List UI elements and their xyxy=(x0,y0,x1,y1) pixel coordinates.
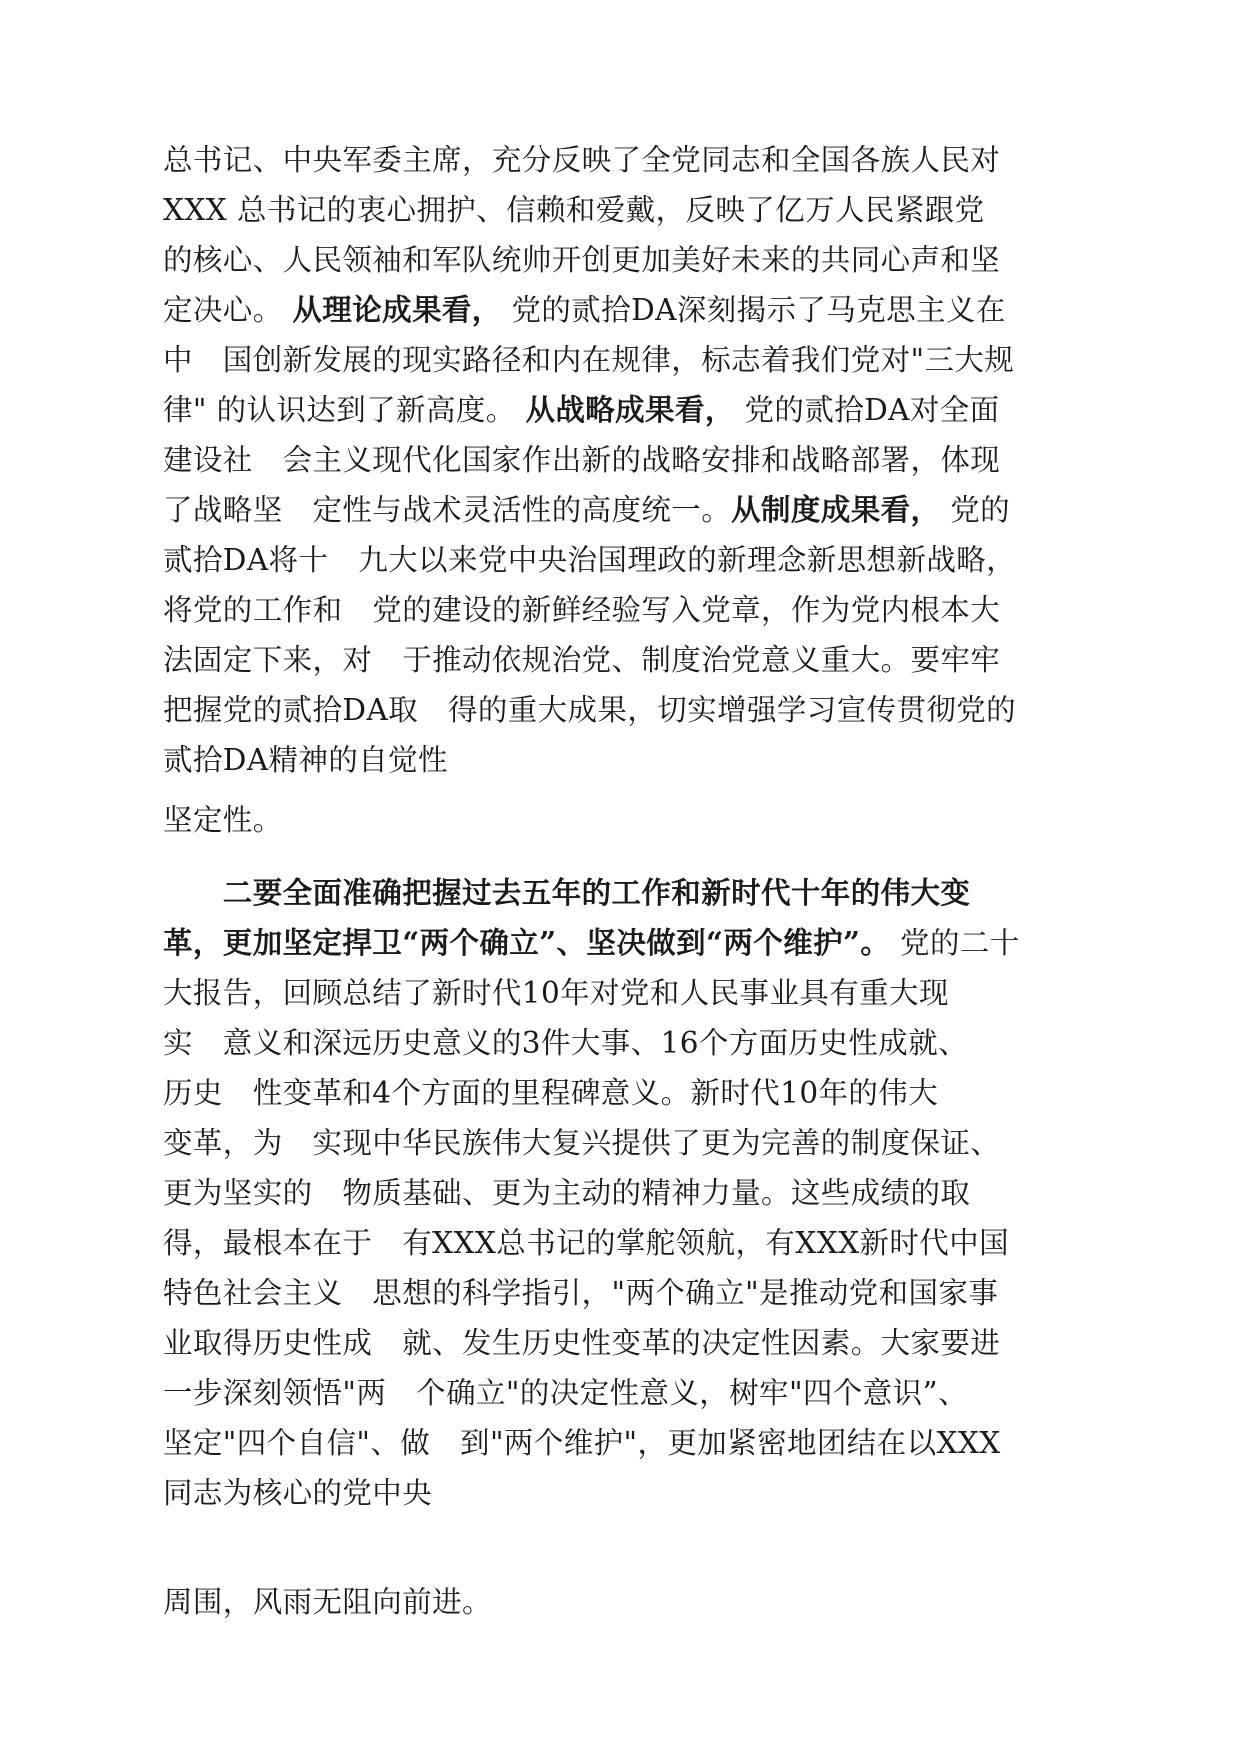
bold-heading: 从战略成果看， xyxy=(525,392,735,427)
paragraph-2 xyxy=(163,795,1083,845)
text-line: 业取得历史性成 就、发生历史性变革的决定性因素。大家要进 xyxy=(163,1326,1001,1360)
text-line: 贰拾DA将十 九大以来党中央治国理政的新理念新思想新战略， xyxy=(163,543,1017,577)
bold-heading: 革，更加坚定捍卫“两个确立”、坚决做到“两个维护”。 xyxy=(163,925,891,960)
text-line: 特色社会主义 思想的科学指引，"两个确立"是推动党和国家事 xyxy=(163,1276,999,1310)
text-line: 法固定下来，对 于推动依规治党、制度治党意义重大。要牢牢 xyxy=(163,643,1001,677)
text-line: 把握党的贰拾DA取 得的重大成果，切实增强学习宣传贯彻党的 xyxy=(163,693,1017,727)
text-line: 的核心、人民领袖和军队统帅开创更加美好未来的共同心声和坚 xyxy=(163,243,1001,277)
text-line: 坚定"四个自信"、做 到"两个维护"，更加紧密地团结在以XXX xyxy=(163,1426,1001,1460)
text-line: 同志为核心的党中央 xyxy=(163,1476,433,1510)
text-line: 将党的工作和 党的建设的新鲜经验写入党章，作为党内根本大 xyxy=(163,593,1001,627)
bold-heading: 二要全面准确把握过去五年的工作和新时代十年的伟大变 xyxy=(163,875,971,910)
text-line: 周围，风雨无阻向前进。 xyxy=(163,1585,492,1619)
text-line: 坚定性。 xyxy=(163,803,283,837)
text-line: 得，最根本在于 有XXX总书记的掌舵领航，有XXX新时代中国 xyxy=(163,1226,1010,1260)
text-line: 定决心。 从理论成果看， 党的贰拾DA深刻揭示了马克思主义在 xyxy=(163,292,1006,327)
text-line: XXX 总书记的衷心拥护、信赖和爱戴，反映了亿万人民紧跟党 xyxy=(163,193,985,227)
text-line: 中 国创新发展的现实路径和内在规律，标志着我们党对"三大规 xyxy=(163,343,1015,377)
text-line xyxy=(163,868,1083,918)
paragraph-4 xyxy=(163,1577,1083,1627)
paragraph-3 xyxy=(163,868,1083,1518)
text-line: 更为坚实的 物质基础、更为主动的精神力量。这些成绩的取 xyxy=(163,1176,971,1210)
bold-heading: 从理论成果看， xyxy=(292,292,502,327)
text-line: 变革，为 实现中华民族伟大复兴提供了更为完善的制度保证、 xyxy=(163,1126,1001,1160)
text-line: 历史 性变革和4个方面的里程碑意义。新时代10年的伟大 xyxy=(163,1076,939,1110)
bold-heading: 从制度成果看， xyxy=(731,492,941,527)
paragraph-1 xyxy=(163,135,1083,785)
text-line: 实 意义和深远历史意义的3件大事、16个方面历史性成就、 xyxy=(163,1026,969,1060)
text-line: 大报告，回顾总结了新时代10年对党和人民事业具有重大现 xyxy=(163,976,949,1010)
text-line: 律" 的认识达到了新高度。 从战略成果看， 党的贰拾DA对全面 xyxy=(163,392,1000,427)
text-line: 革，更加坚定捍卫“两个确立”、坚决做到“两个维护”。 党的二十 xyxy=(163,925,1020,960)
text-line: 贰拾DA精神的自觉性 xyxy=(163,743,448,777)
text-line: 建设社 会主义现代化国家作出新的战略安排和战略部署，体现 xyxy=(163,443,1001,477)
text-line: 了战略坚 定性与战术灵活性的高度统一。从制度成果看， 党的 xyxy=(163,492,1010,527)
text-line: 一步深刻领悟"两 个确立"的决定性意义，树牢"四个意识”、 xyxy=(163,1376,968,1410)
text-line: 总书记、中央军委主席，充分反映了全党同志和全国各族人民对 xyxy=(163,143,1001,177)
